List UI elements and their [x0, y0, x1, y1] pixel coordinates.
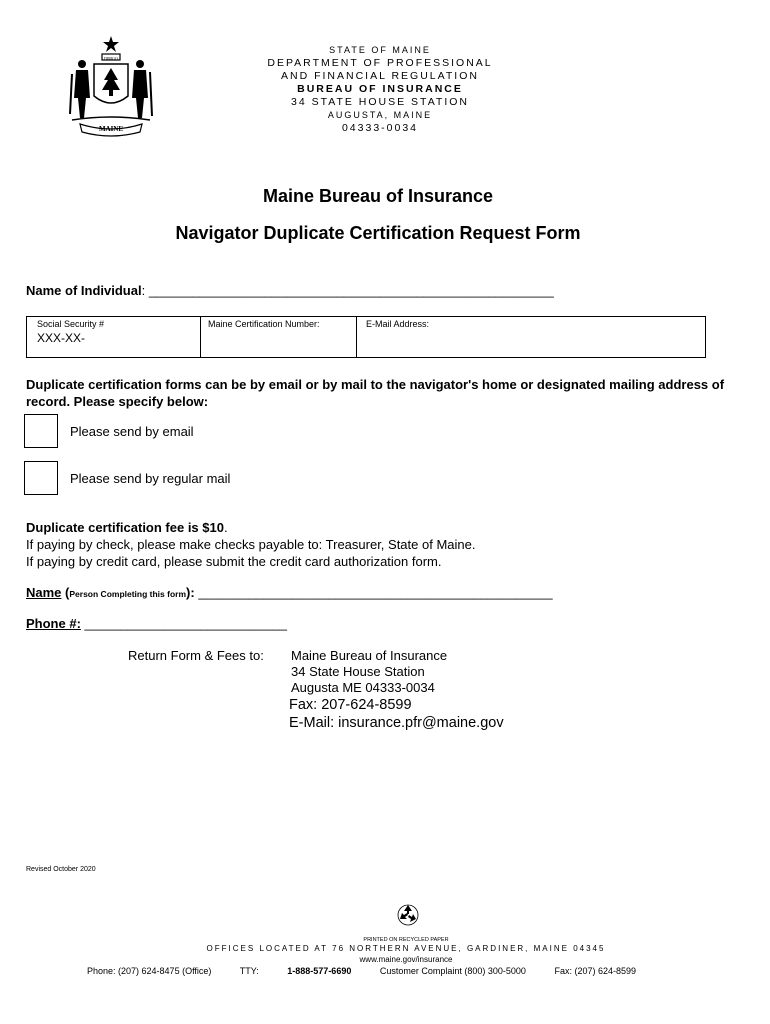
- name-of-individual-field[interactable]: ________________________________________________________: [145, 283, 554, 298]
- credit-card-instructions: If paying by credit card, please submit the credit card authorization form.: [26, 554, 442, 569]
- email-address-label: E-Mail Address:: [366, 319, 430, 329]
- name-of-individual-label: Name of Individual: [26, 283, 142, 298]
- duplicate-instructions: Duplicate certification forms can be by email or by mail to the navigator's home or designated mailing address of record. Please specify below:: [26, 377, 725, 409]
- letterhead-department: DEPARTMENT OF PROFESSIONAL: [267, 57, 493, 69]
- fee-block: [26, 519, 475, 570]
- return-city: Augusta ME 04333-0034: [291, 680, 435, 695]
- name-of-individual-colon: :: [141, 283, 146, 298]
- return-org: Maine Bureau of Insurance: [291, 648, 448, 663]
- certification-number-label: Maine Certification Number:: [208, 319, 320, 329]
- ssn-value: XXX-XX-: [37, 331, 86, 345]
- return-fax: Fax: 207-624-8599: [289, 697, 412, 713]
- fee-period: .: [223, 520, 228, 535]
- footer-fax: Fax: (207) 624-8599: [554, 966, 637, 976]
- name-completing-note: Person Completing this form: [69, 589, 187, 599]
- revision-note: Revised October 2020: [26, 866, 96, 873]
- phone-field[interactable]: ____________________________: [80, 616, 287, 631]
- return-address: [291, 648, 504, 732]
- form-title: Maine Bureau of Insurance: [262, 186, 494, 206]
- phone-label: Phone #:: [26, 616, 81, 631]
- mail-checkbox[interactable]: [24, 461, 58, 495]
- certification-number-field[interactable]: [201, 317, 357, 357]
- recycle-icon: [396, 902, 420, 926]
- svg-text:MAINE: MAINE: [98, 125, 124, 133]
- letterhead-zip: 04333-0034: [341, 122, 419, 134]
- fee-amount: Duplicate certification fee is $10: [26, 520, 224, 535]
- name-completing-field[interactable]: _________________________________________________: [194, 585, 553, 600]
- option-mail-row: [24, 461, 230, 495]
- letterhead-state: STATE OF MAINE: [329, 45, 431, 55]
- phone-row: [26, 616, 287, 631]
- printed-on-recycled-paper: PRINTED ON RECYCLED PAPER: [363, 937, 449, 943]
- letterhead: [230, 44, 530, 135]
- letterhead-city: AUGUSTA, MAINE: [327, 110, 433, 120]
- option-email-row: [24, 414, 194, 448]
- footer-contacts: [87, 966, 662, 976]
- email-checkbox[interactable]: [24, 414, 58, 448]
- footer-tty: [240, 966, 352, 976]
- letterhead-regulation: AND FINANCIAL REGULATION: [281, 70, 479, 82]
- info-table: [26, 316, 706, 358]
- fee-line: [26, 519, 475, 536]
- return-label: Return Form & Fees to:: [128, 648, 264, 663]
- return-street: 34 State House Station: [291, 664, 425, 679]
- check-instructions: If paying by check, please make checks payable to: Treasurer, State of Maine.: [26, 537, 476, 552]
- ssn-label: Social Security #: [37, 319, 105, 329]
- footer-complaint: Customer Complaint (800) 300-5000: [379, 966, 526, 976]
- svg-text:DIRIGO: DIRIGO: [104, 56, 118, 61]
- name-completing-row: [26, 585, 553, 600]
- offices-address: OFFICES LOCATED AT 76 NORTHERN AVENUE, GARDINER, MAINE 04345: [206, 944, 606, 953]
- maine-state-seal: [66, 34, 156, 138]
- name-completing-label: Name: [26, 585, 62, 600]
- ssn-field[interactable]: [27, 317, 201, 357]
- email-address-field[interactable]: [357, 317, 705, 357]
- letterhead-bureau: BUREAU OF INSURANCE: [297, 83, 463, 95]
- website-link[interactable]: www.maine.gov/insurance: [359, 955, 453, 964]
- tty-label: TTY:: [239, 966, 262, 976]
- email-option-label: Please send by email: [70, 423, 194, 439]
- form-subtitle: Navigator Duplicate Certification Request Form: [175, 223, 581, 243]
- return-email: E-Mail: insurance.pfr@maine.gov: [289, 715, 504, 731]
- tty-number: 1-888-577-6690: [287, 966, 352, 976]
- footer-phone: Phone: (207) 624-8475 (Office): [87, 966, 212, 976]
- mail-option-label: Please send by regular mail: [70, 470, 231, 486]
- paren-open: (: [61, 585, 70, 600]
- letterhead-station: 34 STATE HOUSE STATION: [291, 96, 469, 108]
- paren-close: ):: [186, 585, 195, 600]
- name-of-individual-row: [26, 283, 554, 298]
